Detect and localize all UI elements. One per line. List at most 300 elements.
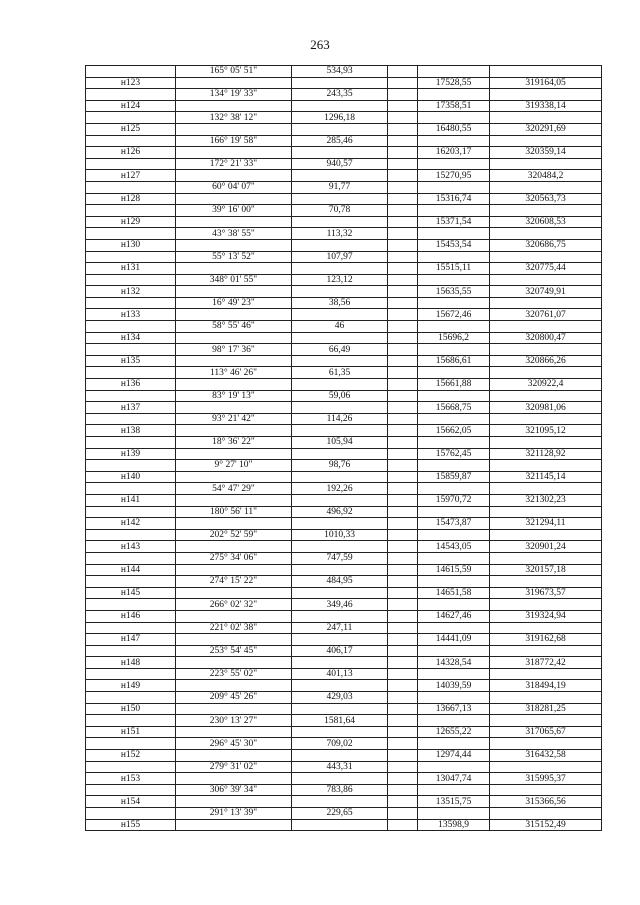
distance-cell <box>292 309 388 321</box>
x-coordinate-cell: 15696,2 <box>418 332 490 344</box>
x-coordinate-cell: 14651,58 <box>418 587 490 599</box>
table-row <box>86 181 602 193</box>
angle-cell <box>176 123 292 135</box>
table-row <box>86 89 602 101</box>
blank-cell <box>388 402 418 414</box>
distance-cell: 940,57 <box>292 158 388 170</box>
point-cell: н150 <box>86 703 176 715</box>
distance-cell: 709,02 <box>292 738 388 750</box>
x-coordinate-cell <box>418 529 490 541</box>
blank-cell <box>388 726 418 738</box>
y-coordinate-cell <box>490 460 602 472</box>
distance-cell <box>292 402 388 414</box>
x-coordinate-cell <box>418 645 490 657</box>
x-coordinate-cell <box>418 367 490 379</box>
table-row <box>86 680 602 692</box>
y-coordinate-cell: 320775,44 <box>490 263 602 275</box>
table-row <box>86 321 602 333</box>
x-coordinate-cell: 15970,72 <box>418 494 490 506</box>
distance-cell <box>292 587 388 599</box>
distance-cell <box>292 680 388 692</box>
table-row <box>86 77 602 89</box>
angle-cell: 165° 05' 51" <box>176 66 292 78</box>
blank-cell <box>388 471 418 483</box>
point-cell: н136 <box>86 379 176 391</box>
x-coordinate-cell: 14039,59 <box>418 680 490 692</box>
distance-cell: 406,17 <box>292 645 388 657</box>
y-coordinate-cell <box>490 112 602 124</box>
x-coordinate-cell: 14543,05 <box>418 541 490 553</box>
y-coordinate-cell <box>490 367 602 379</box>
blank-cell <box>388 193 418 205</box>
point-cell: н130 <box>86 239 176 251</box>
blank-cell <box>388 808 418 820</box>
angle-cell <box>176 147 292 159</box>
point-cell: н153 <box>86 773 176 785</box>
y-coordinate-cell: 315152,49 <box>490 819 602 831</box>
y-coordinate-cell: 320981,06 <box>490 402 602 414</box>
y-coordinate-cell: 316432,58 <box>490 750 602 762</box>
table-row <box>86 147 602 159</box>
x-coordinate-cell <box>418 66 490 78</box>
distance-cell <box>292 286 388 298</box>
distance-cell: 113,32 <box>292 228 388 240</box>
y-coordinate-cell: 318494,19 <box>490 680 602 692</box>
x-coordinate-cell <box>418 692 490 704</box>
angle-cell <box>176 610 292 622</box>
distance-cell <box>292 471 388 483</box>
blank-cell <box>388 158 418 170</box>
blank-cell <box>388 494 418 506</box>
point-cell <box>86 599 176 611</box>
angle-cell <box>176 494 292 506</box>
distance-cell: 429,03 <box>292 692 388 704</box>
distance-cell <box>292 100 388 112</box>
y-coordinate-cell: 315995,37 <box>490 773 602 785</box>
point-cell: н141 <box>86 494 176 506</box>
blank-cell <box>388 355 418 367</box>
x-coordinate-cell: 16203,17 <box>418 147 490 159</box>
blank-cell <box>388 425 418 437</box>
blank-cell <box>388 437 418 449</box>
x-coordinate-cell <box>418 460 490 472</box>
blank-cell <box>388 263 418 275</box>
distance-cell <box>292 564 388 576</box>
table-row <box>86 784 602 796</box>
table-row <box>86 634 602 646</box>
angle-cell: 274° 15' 22" <box>176 576 292 588</box>
table-row <box>86 622 602 634</box>
table-row <box>86 703 602 715</box>
table-row <box>86 112 602 124</box>
y-coordinate-cell <box>490 89 602 101</box>
distance-cell <box>292 494 388 506</box>
distance-cell: 105,94 <box>292 437 388 449</box>
y-coordinate-cell: 320749,91 <box>490 286 602 298</box>
point-cell: н129 <box>86 216 176 228</box>
y-coordinate-cell: 321294,11 <box>490 518 602 530</box>
table-row <box>86 808 602 820</box>
blank-cell <box>388 89 418 101</box>
table-row <box>86 193 602 205</box>
table-row <box>86 715 602 727</box>
point-cell: н142 <box>86 518 176 530</box>
table-row <box>86 773 602 785</box>
point-cell <box>86 668 176 680</box>
blank-cell <box>388 715 418 727</box>
point-cell <box>86 645 176 657</box>
x-coordinate-cell <box>418 599 490 611</box>
point-cell: н131 <box>86 263 176 275</box>
blank-cell <box>388 367 418 379</box>
distance-cell <box>292 379 388 391</box>
point-cell <box>86 181 176 193</box>
table-row <box>86 738 602 750</box>
y-coordinate-cell: 320563,73 <box>490 193 602 205</box>
y-coordinate-cell: 320484,2 <box>490 170 602 182</box>
x-coordinate-cell: 15859,87 <box>418 471 490 483</box>
table-row <box>86 576 602 588</box>
table-row <box>86 494 602 506</box>
blank-cell <box>388 564 418 576</box>
blank-cell <box>388 819 418 831</box>
x-coordinate-cell <box>418 738 490 750</box>
distance-cell: 38,56 <box>292 297 388 309</box>
distance-cell: 1010,33 <box>292 529 388 541</box>
blank-cell <box>388 135 418 147</box>
table-row <box>86 286 602 298</box>
blank-cell <box>388 738 418 750</box>
x-coordinate-cell: 15515,11 <box>418 263 490 275</box>
y-coordinate-cell: 320922,4 <box>490 379 602 391</box>
table-row <box>86 135 602 147</box>
distance-cell: 1296,18 <box>292 112 388 124</box>
distance-cell: 91,77 <box>292 181 388 193</box>
blank-cell <box>388 274 418 286</box>
point-cell: н154 <box>86 796 176 808</box>
angle-cell: 134° 19' 33" <box>176 89 292 101</box>
y-coordinate-cell <box>490 321 602 333</box>
angle-cell: 279° 31' 02" <box>176 761 292 773</box>
x-coordinate-cell: 14615,59 <box>418 564 490 576</box>
x-coordinate-cell <box>418 715 490 727</box>
distance-cell: 747,59 <box>292 552 388 564</box>
y-coordinate-cell <box>490 599 602 611</box>
table-row <box>86 228 602 240</box>
table-row <box>86 819 602 831</box>
distance-cell <box>292 170 388 182</box>
distance-cell <box>292 518 388 530</box>
y-coordinate-cell <box>490 344 602 356</box>
angle-cell: 223° 55' 02" <box>176 668 292 680</box>
blank-cell <box>388 216 418 228</box>
y-coordinate-cell: 320686,75 <box>490 239 602 251</box>
y-coordinate-cell <box>490 251 602 263</box>
blank-cell <box>388 228 418 240</box>
distance-cell <box>292 263 388 275</box>
blank-cell <box>388 413 418 425</box>
point-cell <box>86 437 176 449</box>
y-coordinate-cell <box>490 205 602 217</box>
y-coordinate-cell: 320359,14 <box>490 147 602 159</box>
y-coordinate-cell <box>490 761 602 773</box>
point-cell <box>86 89 176 101</box>
table-row <box>86 170 602 182</box>
point-cell <box>86 205 176 217</box>
y-coordinate-cell: 319324,94 <box>490 610 602 622</box>
x-coordinate-cell: 15316,74 <box>418 193 490 205</box>
point-cell: н139 <box>86 448 176 460</box>
y-coordinate-cell <box>490 738 602 750</box>
blank-cell <box>388 251 418 263</box>
distance-cell: 349,46 <box>292 599 388 611</box>
x-coordinate-cell <box>418 437 490 449</box>
angle-cell: 348° 01' 55" <box>176 274 292 286</box>
y-coordinate-cell <box>490 715 602 727</box>
point-cell: н126 <box>86 147 176 159</box>
blank-cell <box>388 622 418 634</box>
y-coordinate-cell: 321145,14 <box>490 471 602 483</box>
distance-cell <box>292 773 388 785</box>
table-row <box>86 379 602 391</box>
x-coordinate-cell: 12974,44 <box>418 750 490 762</box>
point-cell: н147 <box>86 634 176 646</box>
point-cell <box>86 529 176 541</box>
angle-cell: 132° 38' 12" <box>176 112 292 124</box>
x-coordinate-cell <box>418 251 490 263</box>
angle-cell <box>176 587 292 599</box>
table-row <box>86 587 602 599</box>
angle-cell: 275° 34' 06" <box>176 552 292 564</box>
x-coordinate-cell <box>418 181 490 193</box>
point-cell <box>86 321 176 333</box>
angle-cell: 55° 13' 52" <box>176 251 292 263</box>
table-row <box>86 518 602 530</box>
point-cell: н128 <box>86 193 176 205</box>
distance-cell: 59,06 <box>292 390 388 402</box>
blank-cell <box>388 634 418 646</box>
distance-cell <box>292 193 388 205</box>
x-coordinate-cell: 13667,13 <box>418 703 490 715</box>
point-cell: н134 <box>86 332 176 344</box>
angle-cell: 266° 02' 32" <box>176 599 292 611</box>
distance-cell: 61,35 <box>292 367 388 379</box>
y-coordinate-cell <box>490 668 602 680</box>
y-coordinate-cell <box>490 483 602 495</box>
angle-cell: 39° 16' 00" <box>176 205 292 217</box>
point-cell <box>86 297 176 309</box>
x-coordinate-cell: 16480,55 <box>418 123 490 135</box>
y-coordinate-cell <box>490 158 602 170</box>
x-coordinate-cell: 14627,46 <box>418 610 490 622</box>
distance-cell <box>292 332 388 344</box>
distance-cell <box>292 448 388 460</box>
table-row <box>86 390 602 402</box>
table-row <box>86 205 602 217</box>
blank-cell <box>388 645 418 657</box>
y-coordinate-cell: 320291,69 <box>490 123 602 135</box>
y-coordinate-cell <box>490 66 602 78</box>
y-coordinate-cell <box>490 622 602 634</box>
angle-cell <box>176 750 292 762</box>
angle-cell: 98° 17' 36" <box>176 344 292 356</box>
table-row <box>86 123 602 135</box>
angle-cell <box>176 425 292 437</box>
blank-cell <box>388 784 418 796</box>
distance-cell <box>292 796 388 808</box>
x-coordinate-cell <box>418 297 490 309</box>
x-coordinate-cell <box>418 205 490 217</box>
table-row <box>86 332 602 344</box>
blank-cell <box>388 448 418 460</box>
table-row <box>86 100 602 112</box>
distance-cell: 243,35 <box>292 89 388 101</box>
blank-cell <box>388 344 418 356</box>
point-cell: н145 <box>86 587 176 599</box>
point-cell <box>86 158 176 170</box>
angle-cell: 172° 21' 33" <box>176 158 292 170</box>
distance-cell: 443,31 <box>292 761 388 773</box>
point-cell <box>86 367 176 379</box>
angle-cell: 253° 54' 45" <box>176 645 292 657</box>
point-cell <box>86 808 176 820</box>
x-coordinate-cell: 15686,61 <box>418 355 490 367</box>
angle-cell: 306° 39' 34" <box>176 784 292 796</box>
x-coordinate-cell <box>418 158 490 170</box>
blank-cell <box>388 170 418 182</box>
y-coordinate-cell <box>490 274 602 286</box>
y-coordinate-cell: 317065,67 <box>490 726 602 738</box>
angle-cell <box>176 309 292 321</box>
point-cell: н152 <box>86 750 176 762</box>
point-cell: н151 <box>86 726 176 738</box>
x-coordinate-cell <box>418 390 490 402</box>
y-coordinate-cell <box>490 808 602 820</box>
table-row <box>86 216 602 228</box>
point-cell: н140 <box>86 471 176 483</box>
point-cell <box>86 738 176 750</box>
y-coordinate-cell <box>490 437 602 449</box>
point-cell <box>86 344 176 356</box>
angle-cell <box>176 541 292 553</box>
x-coordinate-cell: 12655,22 <box>418 726 490 738</box>
x-coordinate-cell <box>418 668 490 680</box>
table-row <box>86 251 602 263</box>
point-cell <box>86 483 176 495</box>
x-coordinate-cell <box>418 321 490 333</box>
point-cell <box>86 66 176 78</box>
table-row <box>86 425 602 437</box>
y-coordinate-cell: 318281,25 <box>490 703 602 715</box>
y-coordinate-cell <box>490 576 602 588</box>
x-coordinate-cell: 17358,51 <box>418 100 490 112</box>
y-coordinate-cell <box>490 692 602 704</box>
point-cell <box>86 251 176 263</box>
angle-cell <box>176 657 292 669</box>
x-coordinate-cell <box>418 89 490 101</box>
angle-cell <box>176 100 292 112</box>
angle-cell: 166° 19' 58" <box>176 135 292 147</box>
point-cell: н138 <box>86 425 176 437</box>
x-coordinate-cell <box>418 483 490 495</box>
coordinates-table <box>85 65 602 831</box>
y-coordinate-cell <box>490 413 602 425</box>
y-coordinate-cell <box>490 506 602 518</box>
blank-cell <box>388 692 418 704</box>
blank-cell <box>388 657 418 669</box>
blank-cell <box>388 390 418 402</box>
distance-cell: 70,78 <box>292 205 388 217</box>
point-cell <box>86 460 176 472</box>
angle-cell <box>176 680 292 692</box>
y-coordinate-cell <box>490 529 602 541</box>
x-coordinate-cell: 17528,55 <box>418 77 490 89</box>
blank-cell <box>388 123 418 135</box>
x-coordinate-cell: 15762,45 <box>418 448 490 460</box>
angle-cell: 296° 45' 30" <box>176 738 292 750</box>
x-coordinate-cell: 13047,74 <box>418 773 490 785</box>
blank-cell <box>388 112 418 124</box>
table-row <box>86 367 602 379</box>
angle-cell: 60° 04' 07" <box>176 181 292 193</box>
angle-cell <box>176 355 292 367</box>
x-coordinate-cell <box>418 576 490 588</box>
angle-cell: 221° 02' 38" <box>176 622 292 634</box>
point-cell <box>86 761 176 773</box>
x-coordinate-cell: 14328,54 <box>418 657 490 669</box>
point-cell: н143 <box>86 541 176 553</box>
point-cell <box>86 576 176 588</box>
angle-cell: 18° 36' 22" <box>176 437 292 449</box>
point-cell <box>86 715 176 727</box>
table-row <box>86 158 602 170</box>
distance-cell <box>292 239 388 251</box>
x-coordinate-cell <box>418 761 490 773</box>
x-coordinate-cell <box>418 552 490 564</box>
angle-cell: 230° 13' 27" <box>176 715 292 727</box>
angle-cell: 291° 13' 39" <box>176 808 292 820</box>
table-row <box>86 796 602 808</box>
angle-cell <box>176 634 292 646</box>
distance-cell <box>292 657 388 669</box>
blank-cell <box>388 552 418 564</box>
angle-cell <box>176 564 292 576</box>
blank-cell <box>388 66 418 78</box>
x-coordinate-cell: 13515,75 <box>418 796 490 808</box>
angle-cell <box>176 263 292 275</box>
distance-cell: 285,46 <box>292 135 388 147</box>
angle-cell: 83° 19' 13" <box>176 390 292 402</box>
y-coordinate-cell <box>490 784 602 796</box>
table-row <box>86 506 602 518</box>
x-coordinate-cell: 15453,54 <box>418 239 490 251</box>
angle-cell <box>176 796 292 808</box>
y-coordinate-cell: 320800,47 <box>490 332 602 344</box>
angle-cell <box>176 703 292 715</box>
x-coordinate-cell <box>418 274 490 286</box>
y-coordinate-cell: 320157,18 <box>490 564 602 576</box>
blank-cell <box>388 599 418 611</box>
point-cell: н144 <box>86 564 176 576</box>
blank-cell <box>388 576 418 588</box>
angle-cell <box>176 170 292 182</box>
point-cell <box>86 692 176 704</box>
point-cell <box>86 413 176 425</box>
table-row <box>86 599 602 611</box>
table-row <box>86 645 602 657</box>
angle-cell: 54° 47' 29" <box>176 483 292 495</box>
blank-cell <box>388 541 418 553</box>
